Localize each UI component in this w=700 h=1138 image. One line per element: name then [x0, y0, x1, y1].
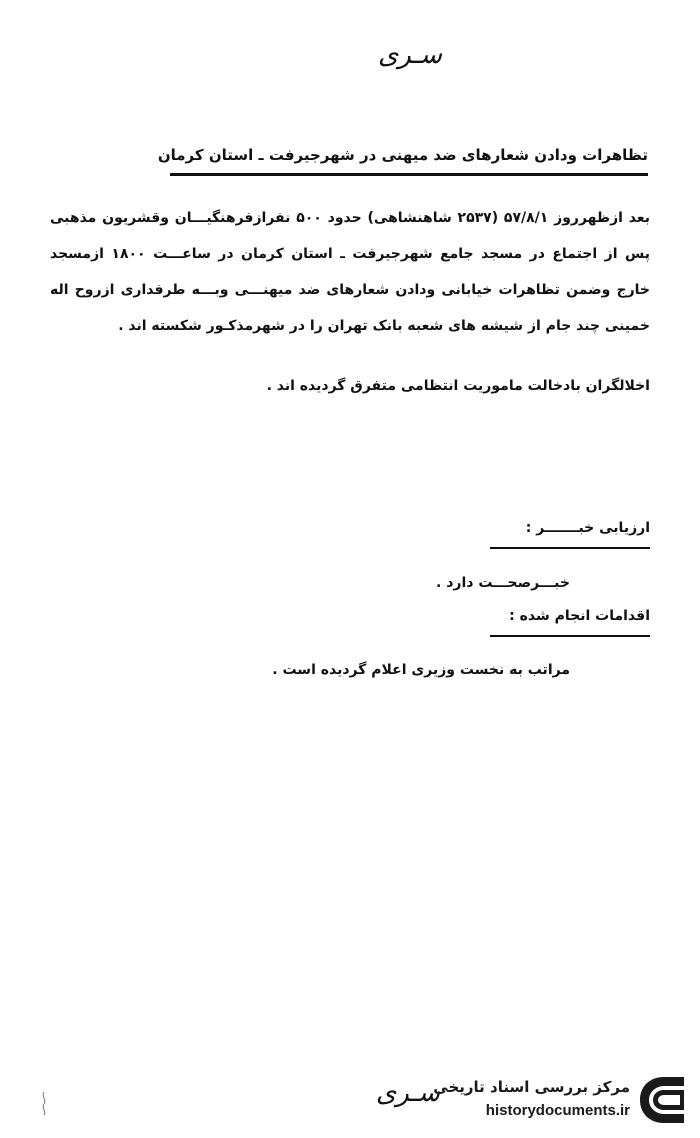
actions-text: مراتب به نخست وزیری اعلام گردیده است .	[272, 662, 570, 678]
evaluation-underline	[490, 547, 650, 549]
report-body: بعد ازظهرروز ۵۷/۸/۱ (۲۵۳۷ شاهنشاهی) حدود ۵۰۰ نفرازفرهنگیـــان وقشریون مذهبی پس از اجتماع در مسجد جامع شهرجیرفت ـ استان کرمان در ساعـــت ۱۸۰۰ ازمسجد خارج وضمن تظاهرات خیابانی ودادن شعارهای ضد میهنـــی وبـــه طرفداری ازروح اله خمینی چند جام از شیشه های شعبه بانک تهران را در شهرمذکـور شکسته اند .	[50, 210, 651, 334]
classification-header: سـری	[377, 40, 443, 70]
title-underline	[170, 173, 648, 176]
history-documents-logo-icon	[634, 1072, 690, 1128]
actions-heading: اقدامات انجام شده :	[509, 608, 650, 624]
evaluation-text: خبـــرصحـــت دارد .	[436, 575, 570, 591]
actions-underline	[490, 635, 650, 637]
watermark-name: مرکز بررسی اسناد تاریخی	[433, 1078, 630, 1096]
watermark-url: historydocuments.ir	[485, 1102, 630, 1119]
evaluation-heading: ارزیابی خبـــــــر :	[525, 520, 650, 536]
document-title: تظاهرات ودادن شعارهای ضد میهنی در شهرجیرفت ـ استان کرمان	[157, 146, 648, 164]
report-outcome: اخلالگران بادخالت ماموریت انتظامی متفرق گردیده اند .	[266, 378, 650, 394]
footer-classification: سـری	[375, 1078, 440, 1108]
scan-mark	[40, 1090, 48, 1116]
